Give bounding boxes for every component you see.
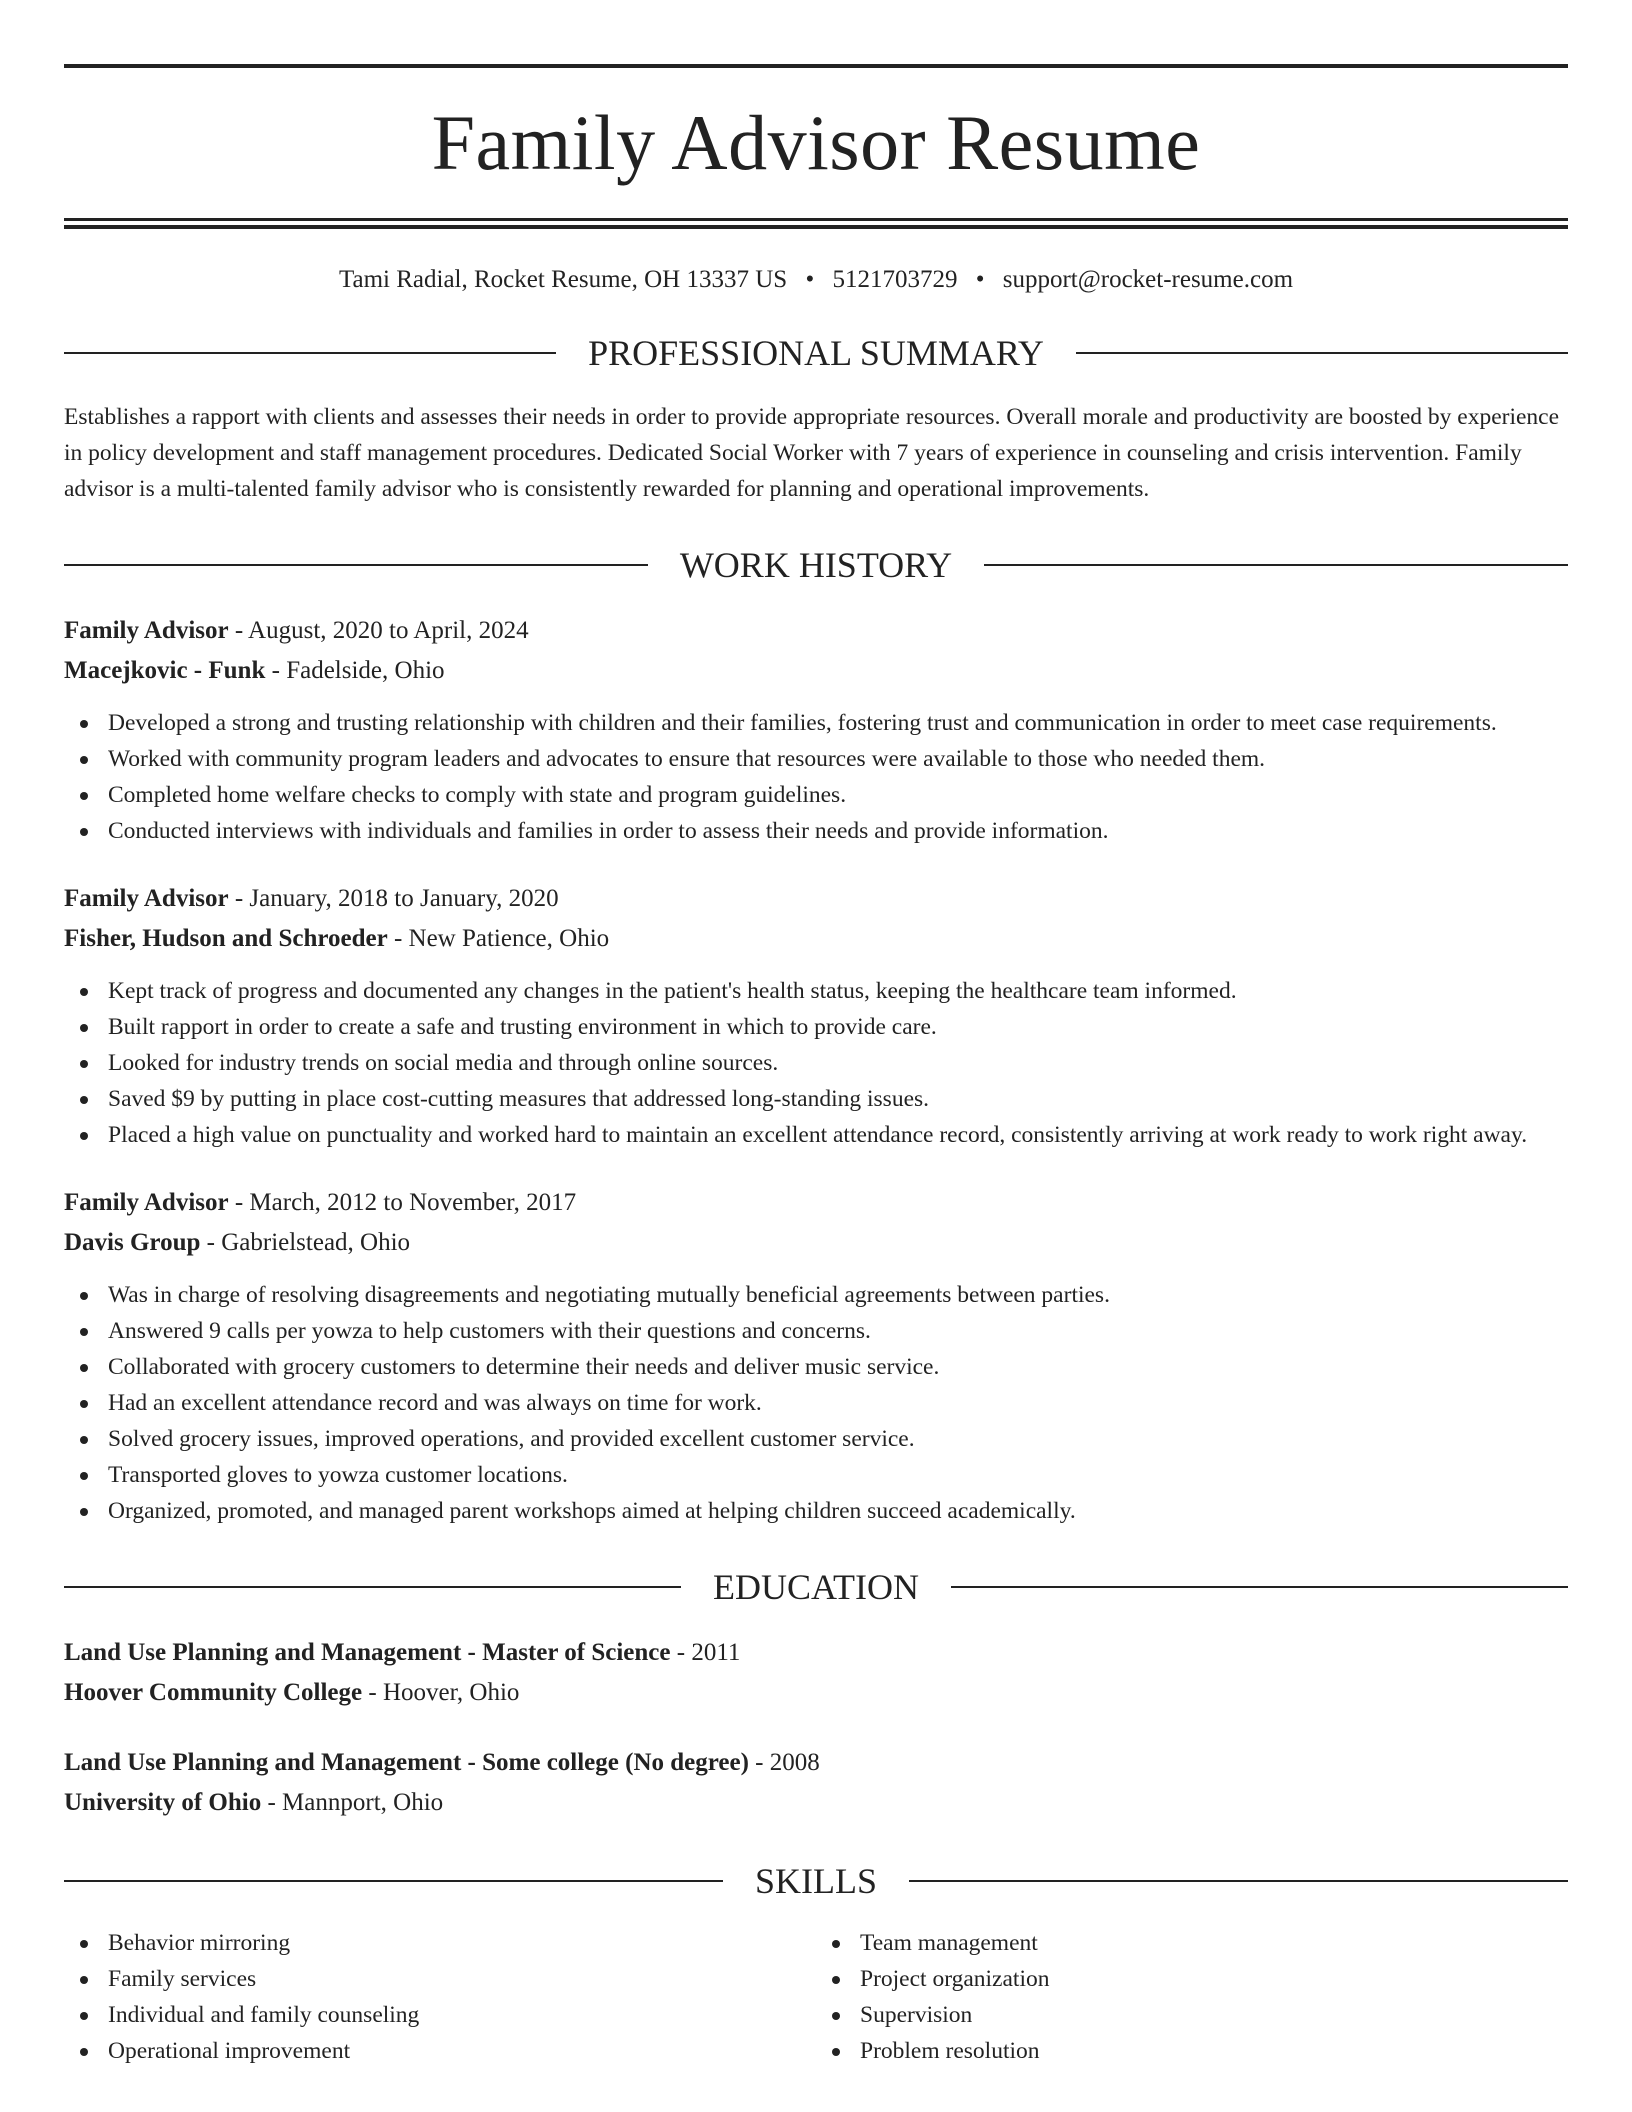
- education-entry: [64, 1743, 1568, 1823]
- job-entry: [64, 879, 1568, 1153]
- divider: [64, 564, 648, 566]
- job-entry: [64, 611, 1568, 849]
- skills-column-right: [816, 1925, 1568, 2069]
- skill-item: Supervision: [816, 1997, 1568, 2033]
- job-title-line: Family Advisor - January, 2018 to January, 2020: [64, 885, 559, 912]
- education-location: Hoover, Ohio: [382, 1679, 520, 1706]
- job-entry: [64, 1183, 1568, 1529]
- job-location: Fadelside, Ohio: [286, 657, 445, 684]
- education-school: University of Ohio: [64, 1789, 262, 1816]
- skill-item: Project organization: [816, 1961, 1568, 1997]
- education-year: 2008: [769, 1749, 820, 1776]
- divider: [64, 1880, 723, 1882]
- skills-grid: [64, 1925, 1568, 2069]
- skill-item: Operational improvement: [64, 2033, 816, 2069]
- bullet-item: Developed a strong and trusting relationship with children and their families, fostering trust and communication in order to meet case requirements.: [64, 705, 1568, 741]
- contact-separator: •: [975, 266, 985, 293]
- job-company-line: Macejkovic - Funk - Fadelside, Ohio: [64, 657, 445, 684]
- skill-item: Problem resolution: [816, 2033, 1568, 2069]
- job-bullets: [64, 1277, 1568, 1529]
- contact-email[interactable]: support@rocket-resume.com: [1002, 266, 1294, 293]
- bullet-item: Saved $9 by putting in place cost-cutting measures that addressed long-standing issues.: [64, 1081, 1568, 1117]
- job-title-line: Family Advisor - August, 2020 to April, 2024: [64, 617, 529, 644]
- education-year: 2011: [691, 1639, 741, 1666]
- education-degree-line: Land Use Planning and Management - Master of Science - 2011: [64, 1639, 741, 1666]
- bullet-item: Built rapport in order to create a safe and trusting environment in which to provide care.: [64, 1009, 1568, 1045]
- bullet-item: Placed a high value on punctuality and worked hard to maintain an excellent attendance record, consistently arriving at work ready to work right away.: [64, 1117, 1568, 1153]
- job-dates: March, 2012 to November, 2017: [249, 1189, 577, 1216]
- job-location: New Patience, Ohio: [408, 925, 610, 952]
- skill-item: Team management: [816, 1925, 1568, 1961]
- contact-line: [64, 265, 1568, 295]
- job-bullets: [64, 973, 1568, 1153]
- skill-item: Behavior mirroring: [64, 1925, 816, 1961]
- bullet-item: Looked for industry trends on social media and through online sources.: [64, 1045, 1568, 1081]
- job-company: Fisher, Hudson and Schroeder: [64, 925, 388, 952]
- bullet-item: Kept track of progress and documented any changes in the patient's health status, keeping the healthcare team informed.: [64, 973, 1568, 1009]
- divider: [1076, 352, 1568, 354]
- divider: [909, 1880, 1568, 1882]
- section-title: PROFESSIONAL SUMMARY: [588, 333, 1044, 373]
- education-degree: Land Use Planning and Management - Master of Science: [64, 1639, 671, 1666]
- job-title: Family Advisor: [64, 885, 229, 912]
- job-company: Macejkovic - Funk: [64, 657, 266, 684]
- job-title: Family Advisor: [64, 1189, 229, 1216]
- job-dates: August, 2020 to April, 2024: [248, 617, 529, 644]
- resume-page: [64, 64, 1568, 2069]
- bullet-item: Was in charge of resolving disagreements and negotiating mutually beneficial agreements between parties.: [64, 1277, 1568, 1313]
- skill-item: Individual and family counseling: [64, 1997, 816, 2033]
- education-school-line: Hoover Community College - Hoover, Ohio: [64, 1679, 520, 1706]
- bullet-item: Solved grocery issues, improved operations, and provided excellent customer service.: [64, 1421, 1568, 1457]
- contact-separator: •: [805, 266, 815, 293]
- bullet-item: Completed home welfare checks to comply with state and program guidelines.: [64, 777, 1568, 813]
- bullet-item: Collaborated with grocery customers to determine their needs and deliver music service.: [64, 1349, 1568, 1385]
- bullet-item: Answered 9 calls per yowza to help customers with their questions and concerns.: [64, 1313, 1568, 1349]
- contact-phone: 5121703729: [832, 266, 958, 293]
- job-title-line: Family Advisor - March, 2012 to November, 2017: [64, 1189, 577, 1216]
- summary-text: Establishes a rapport with clients and assesses their needs in order to provide appropriate resources. Overall morale and productivity are boosted by experience in policy development and staff management procedures. Dedicated Social Worker with 7 years of experience in counseling and crisis intervention. Family advisor is a multi-talented family advisor who is consistently rewarded for planning and operational improvements.: [64, 404, 1560, 502]
- education-school: Hoover Community College: [64, 1679, 363, 1706]
- education-school-line: University of Ohio - Mannport, Ohio: [64, 1789, 444, 1816]
- bullet-item: Worked with community program leaders and advocates to ensure that resources were available to those who needed them.: [64, 741, 1568, 777]
- bullet-item: Had an excellent attendance record and was always on time for work.: [64, 1385, 1568, 1421]
- education-location: Mannport, Ohio: [282, 1789, 444, 1816]
- section-title: EDUCATION: [713, 1567, 919, 1607]
- bullet-item: Conducted interviews with individuals and families in order to assess their needs and provide information.: [64, 813, 1568, 849]
- job-company-line: Davis Group - Gabrielstead, Ohio: [64, 1229, 411, 1256]
- education-degree: Land Use Planning and Management - Some college (No degree): [64, 1749, 749, 1776]
- divider: [64, 352, 556, 354]
- section-heading-skills: [64, 1863, 1568, 1899]
- skill-item: Family services: [64, 1961, 816, 1997]
- divider: [64, 1586, 681, 1588]
- job-bullets: [64, 705, 1568, 849]
- contact-address: Tami Radial, Rocket Resume, OH 13337 US: [338, 266, 788, 293]
- bullet-item: Transported gloves to yowza customer locations.: [64, 1457, 1568, 1493]
- section-heading-summary: [64, 335, 1568, 371]
- job-dates: January, 2018 to January, 2020: [249, 885, 559, 912]
- section-title: SKILLS: [755, 1861, 878, 1901]
- divider: [951, 1586, 1568, 1588]
- section-title: WORK HISTORY: [679, 545, 953, 585]
- skills-column-left: [64, 1925, 816, 2069]
- bullet-item: Organized, promoted, and managed parent workshops aimed at helping children succeed academically.: [64, 1493, 1568, 1529]
- section-heading-education: [64, 1569, 1568, 1605]
- resume-title: Family Advisor Resume: [431, 99, 1201, 186]
- divider: [984, 564, 1568, 566]
- job-company: Davis Group: [64, 1229, 201, 1256]
- section-heading-work-history: [64, 547, 1568, 583]
- job-title: Family Advisor: [64, 617, 229, 644]
- education-degree-line: Land Use Planning and Management - Some college (No degree) - 2008: [64, 1749, 820, 1776]
- job-location: Gabrielstead, Ohio: [221, 1229, 411, 1256]
- education-entry: [64, 1633, 1568, 1713]
- job-company-line: Fisher, Hudson and Schroeder - New Patience, Ohio: [64, 925, 610, 952]
- title-double-rule: [64, 218, 1568, 229]
